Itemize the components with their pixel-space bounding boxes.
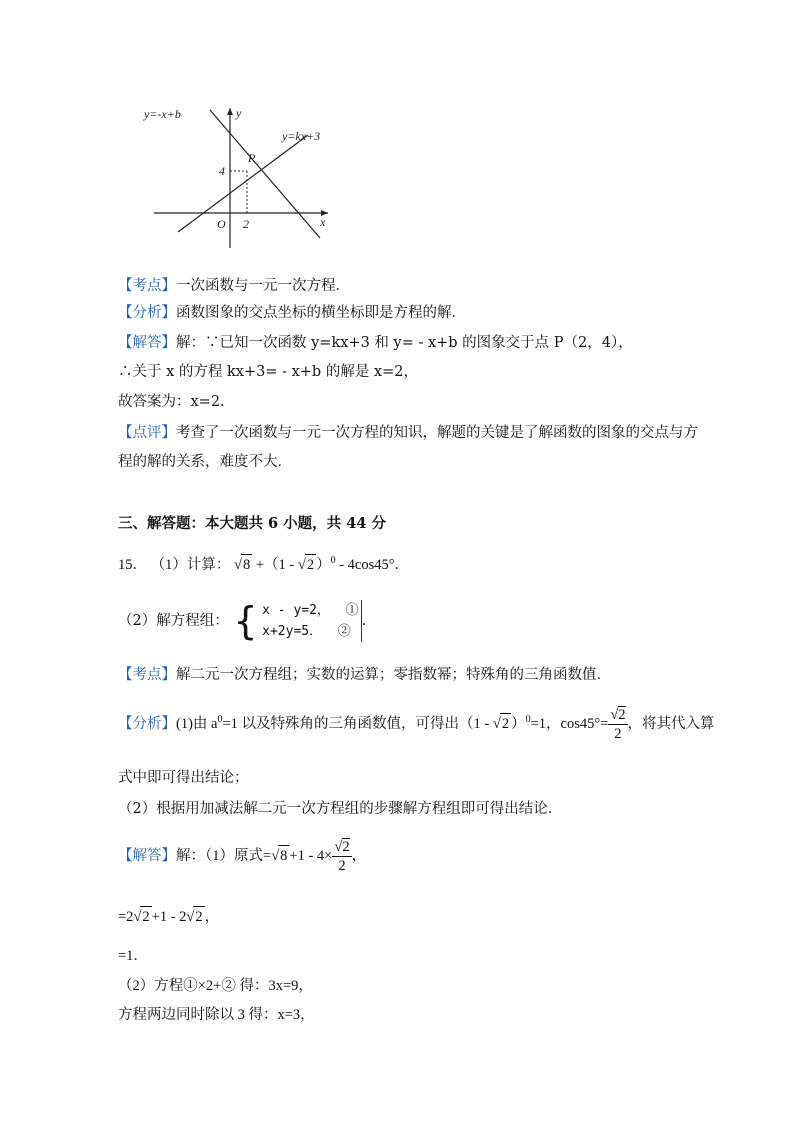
kaodian-tag: 【考点】: [118, 278, 176, 294]
fenxi-tag: 【分析】: [118, 305, 176, 321]
function-graph: [138, 100, 338, 255]
x-axis-label: x: [320, 215, 326, 229]
q15-step5: 方程两边同时除以 3 得：x=3，: [118, 1007, 315, 1023]
q15-fenxi-tag: 【分析】: [118, 715, 176, 732]
q15-number: 15．: [118, 556, 147, 573]
line1-label: y=-x+b: [144, 107, 181, 121]
q15-fenxi-cont: 式中即可得出结论；: [118, 770, 249, 786]
dianping-tag: 【点评】: [118, 425, 176, 441]
q15-fenxi-2: （2）根据用加减法解二元一次方程组的步骤解方程组即可得出结论．: [118, 801, 563, 817]
q15-jieda-tag: 【解答】: [118, 847, 176, 864]
line2-label: y=kx+3: [282, 129, 321, 143]
q15-fenxi-line: [118, 706, 715, 743]
fenxi-part-e: ，将其代入算: [627, 715, 715, 732]
q15-part1: [118, 551, 409, 575]
part1-prefix: （1）计算：: [150, 556, 231, 573]
q14-jieda-line: [118, 333, 633, 353]
jieda-tag: 【解答】: [118, 335, 176, 351]
fenxi-a-sup: 0: [217, 714, 223, 725]
q15-kaodian-tag: 【考点】: [118, 667, 176, 683]
jieda-part-c: ，: [351, 847, 367, 864]
tick-y-4: 4: [219, 164, 225, 178]
fenxi-part-d: =1，cos45°=: [530, 715, 609, 732]
tick-x-2: 2: [243, 217, 249, 231]
section-heading: 三、解答题：本大题共 6 小题，共 44 分: [118, 515, 386, 532]
jieda-fraction: $\frac{√2}{2}$: [334, 839, 350, 874]
equation-2-mark: ②: [337, 624, 351, 639]
fenxi-sqrt-2: √2: [493, 713, 511, 734]
equation-1-mark: ①: [345, 603, 359, 618]
equation-system: [262, 600, 361, 642]
q15-part2: （2）解方程组： { x - y=2， ① x+2y=5． ② .: [118, 599, 367, 643]
sqrt-8: √8: [234, 554, 252, 575]
exponent-zero: 0: [330, 555, 336, 566]
q14-dianping-line: [118, 423, 698, 443]
origin-label: O: [217, 217, 226, 231]
step2-a: =2: [118, 909, 134, 925]
step2-c: ，: [204, 909, 220, 925]
fenxi-text: 函数图象的交点坐标的横坐标即是方程的解．: [176, 305, 466, 321]
equation-1: x - y=2，: [262, 603, 330, 618]
q15-step3: =1．: [118, 948, 148, 964]
part1-tail: - 4cos45°．: [335, 556, 410, 573]
system-brace: {: [233, 599, 258, 643]
jieda-part-a: 解：（1）原式=: [176, 847, 272, 864]
y-axis-label: y: [236, 106, 242, 120]
q15-step2: [118, 906, 219, 927]
point-p-label: P: [248, 151, 256, 165]
sqrt-2: √2: [298, 554, 316, 575]
jieda-part-b: +1 - 4×: [289, 847, 333, 864]
jieda-text: 解：∵已知一次函数 y=kx+3 和 y= - x+b 的图象交于点 P（2，4），: [176, 335, 633, 351]
step2-sqrt-2a: √2: [133, 906, 151, 927]
q15-step4: （2）方程①×2+② 得：3x=9，: [118, 978, 313, 994]
fenxi-part-a: (1)由 a: [176, 715, 218, 732]
dianping-text: 考查了一次函数与一元一次方程的知识，解题的关键是了解函数的图象的交点与方: [176, 425, 698, 441]
step2-b: +1 - 2: [151, 909, 187, 925]
equation-2: x+2y=5．: [262, 624, 323, 639]
fenxi-c-sup: 0: [525, 714, 531, 725]
q14-dianping-cont: 程的解的关系，难度不大．: [118, 454, 292, 470]
part1-mid: +（1 -: [255, 556, 298, 573]
q14-line3: 故答案为：x=2．: [118, 394, 235, 410]
fenxi-part-c: ）: [511, 715, 526, 732]
q15-jieda-line: [118, 838, 366, 875]
fenxi-fraction: $\frac{√2}{2}$: [610, 707, 626, 742]
fenxi-part-b: =1 以及特殊角的三角函数值，可得出（1 -: [222, 715, 493, 732]
jieda-sqrt-8: √8: [271, 845, 289, 866]
part1-close: ）: [316, 556, 331, 573]
q15-kaodian-line: [118, 665, 611, 685]
step2-sqrt-2b: √2: [186, 906, 204, 927]
q14-kaodian-line: [118, 276, 350, 296]
q15-kaodian-text: 解二元一次方程组；实数的运算；零指数幂；特殊角的三角函数值．: [176, 667, 611, 683]
q14-line2: ∴关于 x 的方程 kx+3= - x+b 的解是 x=2，: [118, 364, 418, 380]
q14-fenxi-line: [118, 303, 466, 323]
y-axis-arrow: [227, 108, 233, 115]
part2-prefix: （2）解方程组：: [118, 613, 229, 629]
kaodian-text: 一次函数与一元一次方程．: [176, 278, 350, 294]
